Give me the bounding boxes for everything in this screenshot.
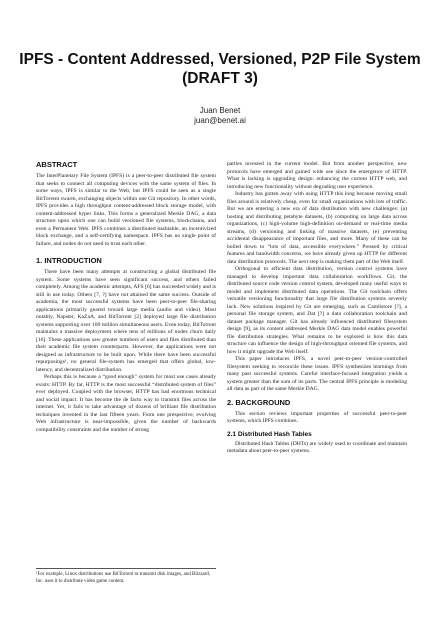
- footnote: ¹For example, Linux distributions use BitTorrent to transmit disk images, and Blizzard, Inc. uses it to distribute video game content.: [36, 568, 216, 585]
- abstract-text: The InterPlanetary File System (IPFS) is a peer-to-peer distributed file system that seeks to connect all computing devices with the same system of files. In some ways, IPFS is similar to the Web, but IPFS could be seen as a single BitTorrent swarm, exchanging objects within one Git repository. In other words, IPFS provides a high throughput content-addressed block storage model, with content-addressed hyper links. This forms a generalized Merkle DAG, a data structure upon which one can build versioned file systems, blockchains, and even a Permanent Web. IPFS combines a distributed hashtable, an incentivized block exchange, and a self-certifying namespace. IPFS has no single point of failure, and nodes do not need to trust each other.: [36, 173, 216, 247]
- intro-paragraph-5: Orthogonal to efficient data distribution, version control systems have managed to develop important data collaboration workflows. Git, the distributed source code version control system, developed many useful ways to model and implement distributed data operations. The Git toolchain offers versatile versioning functionality that large file distribution systems severely lack. New solutions inspired by Git are emerging, such as Camlistore [?], a personal file storage system, and Dat [?] a data collaboration toolchain and dataset package manager. Git has already influenced distributed filesystem design [9], as its content addressed Merkle DAG data model enables powerful file distribution strategies. What remains to be explored is how this data structure can influence the design of high-throughput oriented file systems, and how it might upgrade the Web itself.: [227, 266, 407, 355]
- title-line-1: IPFS - Content Addressed, Versioned, P2P File System: [19, 51, 421, 68]
- background-heading: 2. BACKGROUND: [227, 397, 291, 407]
- right-column: [227, 161, 407, 456]
- background-paragraph-1: This section reviews important properties of successful peer-to-peer systems, which IPFS combines.: [227, 410, 407, 424]
- author-email: juan@benet.ai: [194, 116, 246, 125]
- introduction-heading: 1. INTRODUCTION: [36, 256, 102, 265]
- intro-paragraph-2: Perhaps this is because a “good enough” system for most use cases already exists: HTTP. By far, HTTP is the most successful “distributed system of files” ever deployed. Coupled with the browser, HTTP has had enormous technical and social impact. It has become the de facto way to transmit files across the internet. Yet, it fails to take advantage of dozens of brilliant file distribution techniques invented in the last fifteen years. From one prespective, evolving Web infrastructure is near-impossible, given the number of backwards compatibility constraints and the number of strong: [36, 374, 216, 433]
- intro-paragraph-4: Industry has gotten away with using HTTP this long because moving small files around is relatively cheap, even for small organizations with lots of traffic. But we are entering a new era of data distribution with new challenges: (a) hosting and distributing petabyte datasets, (b) computing on large data across organizations, (c) high-volume high-definition on-demand or real-time media streams, (d) versioning and linking of massive datasets, (e) preventing accidental disappearance of important files, and more. Many of these can be boiled down to “lots of data, accessible everywhere.” Pressed by critical features and bandwidth concerns, we have already given up HTTP for different data distribution protocols. The next step is making them part of the Web itself.: [227, 191, 407, 265]
- intro-paragraph-6: This paper introduces IPFS, a novel peer-to-peer version-controlled filesystem seeking to reconcile these issues. IPFS synthesizes learnings from many past successful systems. Careful interface-focused integration yields a system greater than the sum of its parts. The central IPFS principle is modeling all data as part of the same Merkle DAG.: [227, 356, 407, 392]
- left-column: [36, 160, 216, 434]
- author-block: [0, 106, 440, 126]
- intro-paragraph-1: There have been many attempts at constructing a global distributed file system. Some systems have seen significant success, and others failed completely. Among the academic attempts, AFS [6] has succeeded widely and is still in use today. Others [7, ?] have not attained the same success. Outside of academia, the most successful systems have been peer-to-peer file-sharing applications primarily geared toward large media (audio and video). Most notably, Napster, KaZaA, and BitTorrent [2] deployed large file distribution systems supporting over 100 million simultaneous users. Even today, BitTorrent maintains a massive deployment where tens of millions of nodes churn daily [16]. These applications saw greater numbers of users and files distributed than their academic file system counterparts. However, the applications were not designed as infrastructure to be built upon. While there have been successful repurposings¹, no general file-system has emerged that offers global, low-latency, and decentralized distribution.: [36, 269, 216, 373]
- abstract-heading: ABSTRACT: [36, 160, 78, 169]
- title-line-2: (DRAFT 3): [182, 70, 258, 87]
- dht-subheading: 2.1 Distributed Hash Tables: [227, 430, 312, 438]
- author-name: Juan Benet: [199, 106, 241, 115]
- intro-paragraph-3: parties invested in the current model. But from another perspective, new protocols have emerged and gained wide use since the emergence of HTTP. What is lacking is upgrading design: enhancing the current HTTP web, and introducing new functionality without degrading user experience.: [227, 161, 407, 190]
- background-paragraph-2: Distributed Hash Tables (DHTs) are widely used to coordinate and maintain metadata about peer-to-peer systems.: [227, 440, 407, 454]
- paper-title: [0, 50, 440, 88]
